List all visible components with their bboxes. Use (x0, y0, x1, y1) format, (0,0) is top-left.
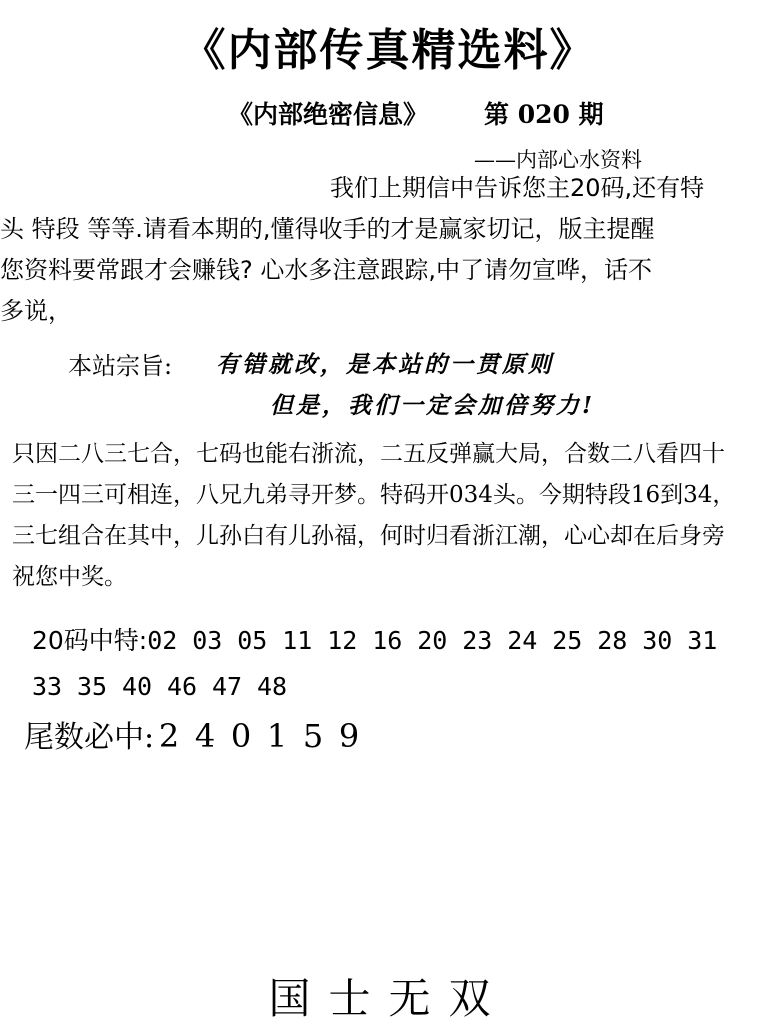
tail-digit: 2 (158, 717, 180, 755)
tail-digit: 9 (338, 717, 360, 755)
poem-line: 三七组合在其中，儿孙白有儿孙福，何时归看浙江潮，心心却在后身旁 (12, 523, 725, 549)
pick-number: 24 (507, 626, 538, 655)
pick-number: 48 (257, 672, 288, 701)
pick-number: 03 (192, 626, 223, 655)
motto-line-1: 有错就改，是本站的一贯原则 (216, 351, 554, 378)
intro-line: 头 特段 等等.请看本期的,懂得收手的才是赢家切记，版主提醒 (0, 215, 655, 243)
issue-number: 第 020 期 (484, 100, 604, 129)
picks-label: 20码中特: (32, 626, 148, 655)
subtitle: 《内部绝密信息》 (228, 100, 429, 129)
intro-line: 我们上期信中告诉您主20码,还有特 (330, 174, 705, 202)
tail-digit: 4 (194, 717, 216, 755)
intro-line: 多说， (0, 297, 72, 325)
intro-paragraph (0, 168, 777, 332)
pick-number: 31 (687, 626, 718, 655)
tail-digit: 1 (266, 717, 288, 755)
pick-number: 12 (327, 626, 358, 655)
pick-number: 40 (122, 672, 153, 701)
pick-number: 05 (237, 626, 268, 655)
pick-number: 30 (642, 626, 673, 655)
picks-row-2 (32, 664, 732, 710)
picks-block (32, 618, 732, 710)
pick-number: 46 (167, 672, 198, 701)
motto-label: 本站宗旨: (68, 352, 173, 380)
intro-line: 您资料要常跟才会赚钱? 心水多注意跟踪,中了请勿宣哗，话不 (0, 256, 652, 284)
pick-number: 11 (282, 626, 313, 655)
poem-line: 三一四三可相连，八兄九弟寻开梦。特码开034头。今期特段16到34， (12, 482, 736, 508)
pick-number: 25 (552, 626, 583, 655)
page-title: 《内部传真精选料》 (181, 25, 596, 76)
poem-line: 祝您中奖。 (12, 564, 127, 590)
pick-number: 35 (77, 672, 108, 701)
pick-number: 28 (597, 626, 628, 655)
pick-number: 20 (417, 626, 448, 655)
tail-block (24, 712, 370, 756)
tail-label: 尾数必中: (24, 720, 155, 755)
pick-number: 02 (147, 626, 178, 655)
source-label: ——内部心水资料 (474, 148, 642, 172)
pick-number: 47 (212, 672, 243, 701)
poem-paragraph (12, 434, 735, 598)
pick-number: 23 (462, 626, 493, 655)
motto-line-2: 但是，我们一定会加倍努力! (270, 392, 596, 419)
pick-number: 16 (372, 626, 403, 655)
picks-row-1 (32, 618, 732, 664)
pick-number: 33 (32, 672, 63, 701)
footer-slogan: 国士无双 (268, 974, 509, 1023)
poem-line: 只因二八三七合，七码也能右浙流，二五反弹赢大局，合数二八看四十 (12, 441, 725, 467)
tail-digit: 0 (230, 717, 252, 755)
tail-digit: 5 (302, 717, 324, 755)
